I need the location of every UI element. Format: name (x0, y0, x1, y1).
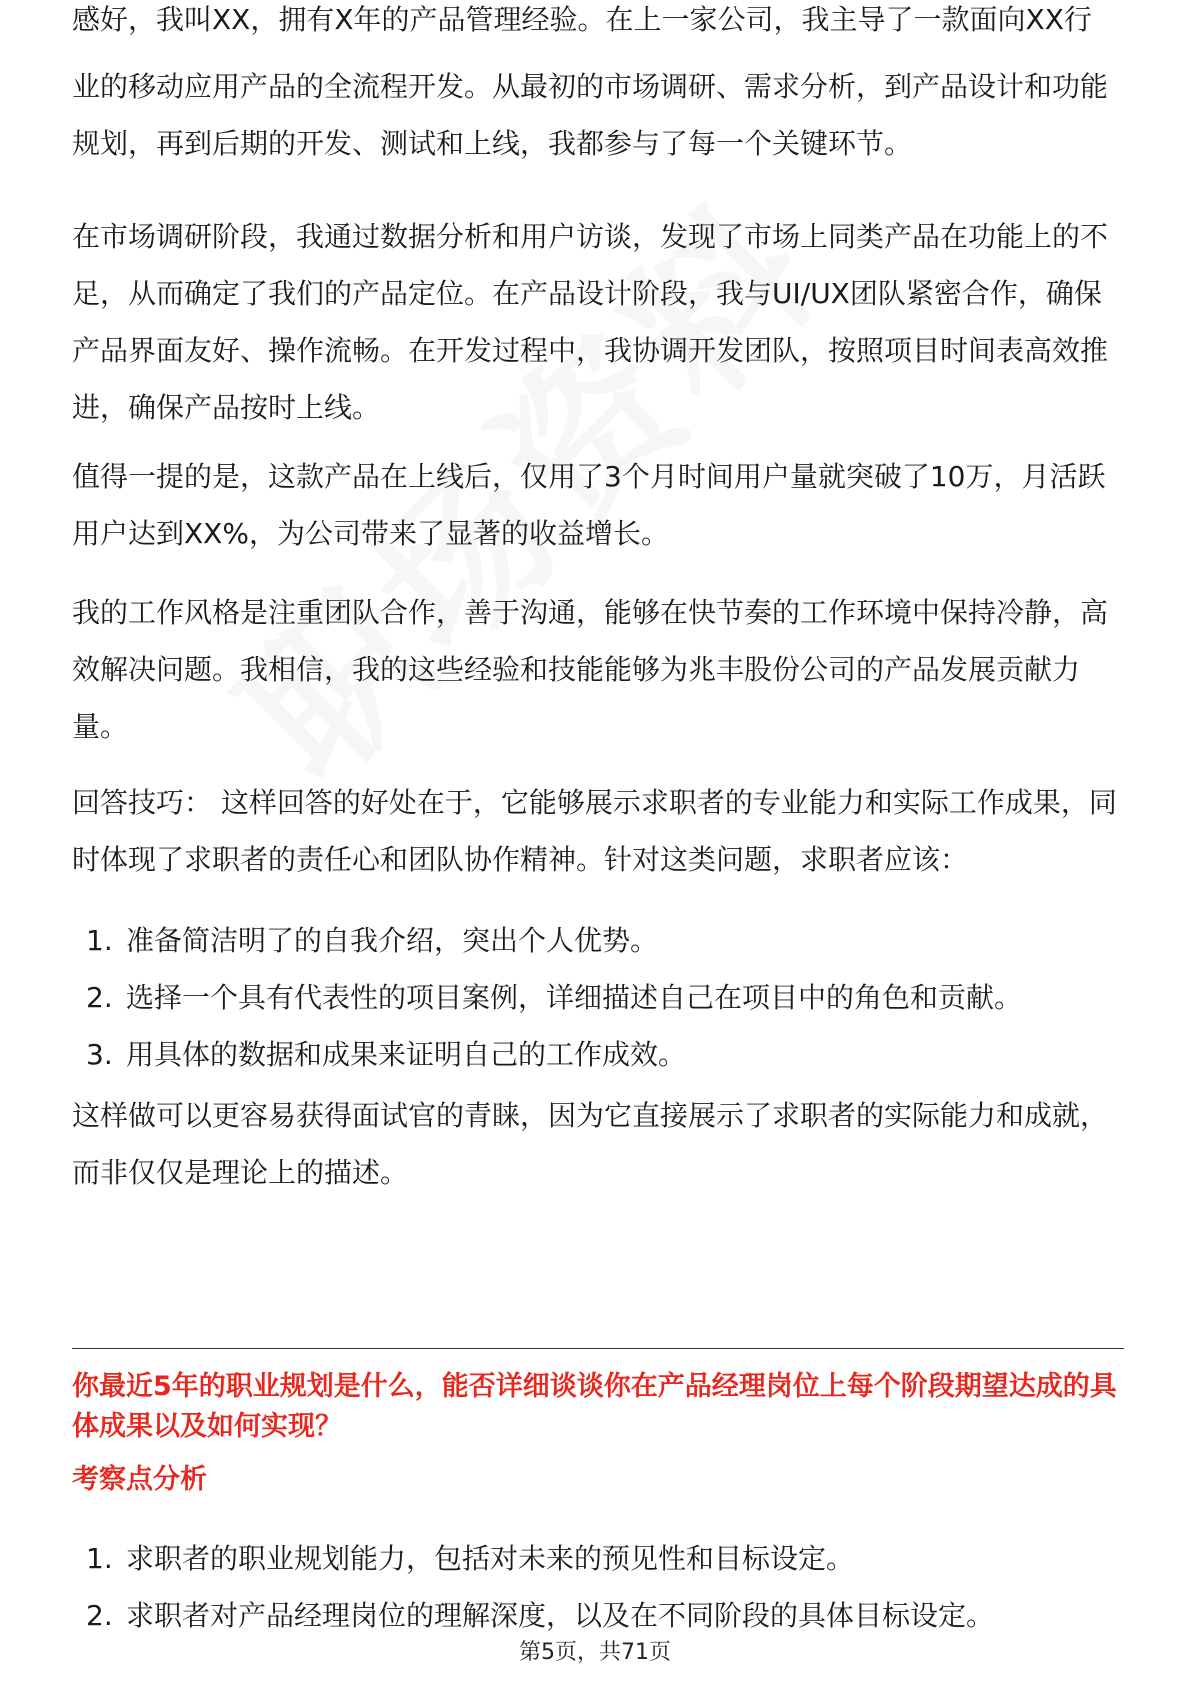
list-item-text: 求职者对产品经理岗位的理解深度，以及在不同阶段的具体目标设定。 (126, 1599, 995, 1632)
cut-off-intro-text: 感好，我叫XX，拥有X年的产品管理经验。在上一家公司，我主导了一款面向XX行 (72, 3, 1092, 36)
paragraph-answer-tips: 回答技巧： 这样回答的好处在于，它能够展示求职者的专业能力和实际工作成果，同时体现了求职者的责任心和团队协作精神。针对这类问题，求职者应该： (72, 786, 1117, 876)
list-item (72, 1587, 1124, 1644)
list-item (72, 1530, 1124, 1587)
list-number: 1. (86, 1542, 113, 1575)
list-item (72, 1026, 1124, 1083)
list-item-text: 求职者的职业规划能力，包括对未来的预见性和目标设定。 (126, 1542, 855, 1575)
section-divider (72, 1348, 1124, 1349)
list-item-text: 准备简洁明了的自我介绍，突出个人优势。 (126, 924, 659, 957)
analysis-list (72, 1530, 1124, 1644)
list-number: 1. (86, 924, 113, 957)
tips-list (72, 912, 1124, 1083)
paragraph-project-overview: 业的移动应用产品的全流程开发。从最初的市场调研、需求分析，到产品设计和功能规划，再到后期的开发、测试和上线，我都参与了每一个关键环节。 (72, 70, 1109, 160)
list-number: 2. (86, 981, 113, 1014)
list-item-text: 选择一个具有代表性的项目案例，详细描述自己在项目中的角色和贡献。 (126, 981, 1023, 1014)
paragraph-achievement: 值得一提的是，这款产品在上线后，仅用了3个月时间用户量就突破了10万，月活跃用户达到XX%，为公司带来了显著的收益增长。 (72, 460, 1106, 550)
page-number-footer: 第5页，共71页 (519, 1640, 671, 1665)
paragraph-closing: 这样做可以更容易获得面试官的青睐，因为它直接展示了求职者的实际能力和成就，而非仅仅是理论上的描述。 (72, 1099, 1109, 1189)
paragraph-market-research: 在市场调研阶段，我通过数据分析和用户访谈，发现了市场上同类产品在功能上的不足，从而确定了我们的产品定位。在产品设计阶段，我与UI/UX团队紧密合作，确保产品界面友好、操作流畅。在开发过程中，我协调开发团队，按照项目时间表高效推进，确保产品按时上线。 (72, 220, 1109, 424)
cut-off-intro-line (72, 3, 1124, 50)
list-number: 2. (86, 1599, 113, 1632)
paragraph-work-style: 我的工作风格是注重团队合作，善于沟通，能够在快节奏的工作环境中保持冷静，高效解决问题。我相信，我的这些经验和技能能够为兆丰股份公司的产品发展贡献力量。 (72, 596, 1109, 743)
list-item (72, 969, 1124, 1026)
list-item (72, 912, 1124, 969)
question-heading: 你最近5年的职业规划是什么，能否详细谈谈你在产品经理岗位上每个阶段期望达成的具体成果以及如何实现？ (72, 1371, 1117, 1442)
list-number: 3. (86, 1038, 113, 1071)
analysis-heading: 考察点分析 (72, 1464, 207, 1495)
list-item-text: 用具体的数据和成果来证明自己的工作成效。 (126, 1038, 687, 1071)
